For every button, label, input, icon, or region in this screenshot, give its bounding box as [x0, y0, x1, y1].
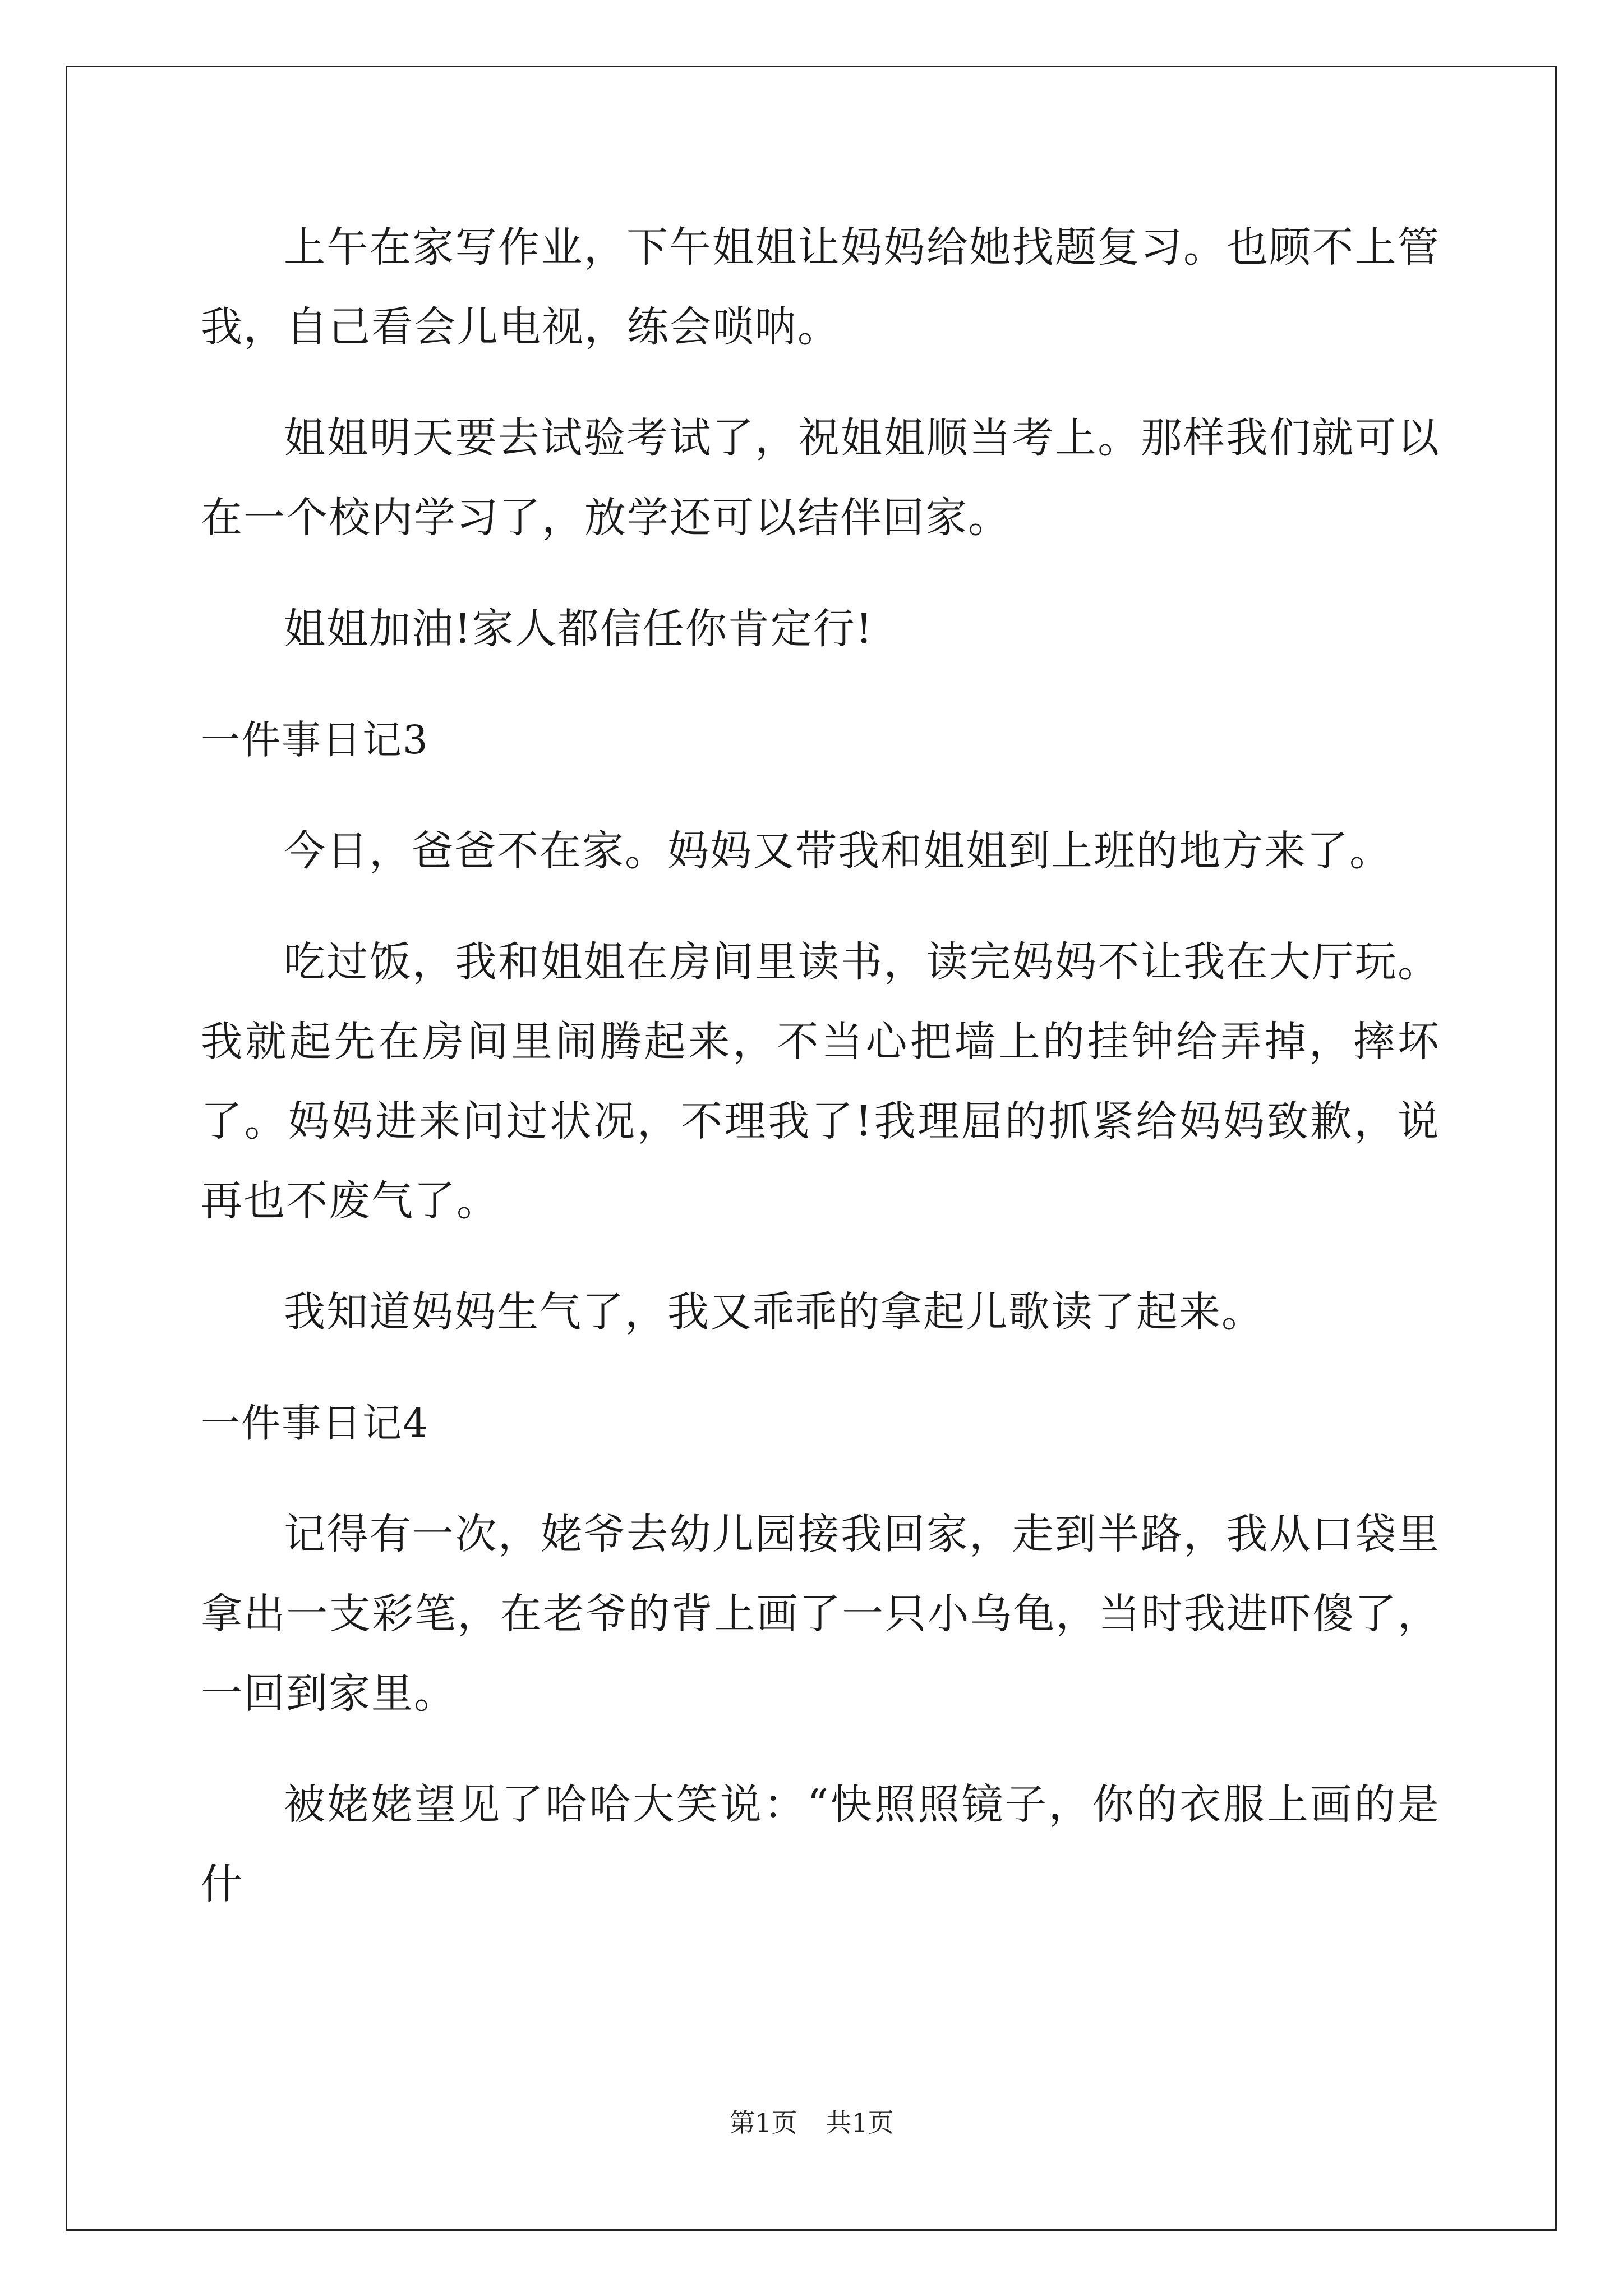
- page-number: 第1页: [729, 2108, 797, 2138]
- section-heading: 一件事日记4: [201, 1400, 429, 1446]
- paragraph: 姐姐明天要去试验考试了，祝姐姐顺当考上。那样我们就可以在一个校内学习了，放学还可以结伴回家。: [201, 414, 1440, 542]
- paragraph: 我知道妈妈生气了，我又乖乖的拿起儿歌读了起来。: [284, 1288, 1264, 1336]
- page-footer: [0, 2102, 1623, 2139]
- paragraph: 姐姐加油!家人都信任你肯定行!: [284, 605, 874, 653]
- paragraph: 今日，爸爸不在家。妈妈又带我和姐姐到上班的地方来了。: [284, 827, 1392, 875]
- section-heading: 一件事日记3: [201, 717, 429, 763]
- paragraph: 上午在家写作业，下午姐姐让妈妈给她找题复习。也顾不上管我，自己看会儿电视，练会唢呐。: [201, 223, 1440, 351]
- paragraph: 记得有一次，姥爷去幼儿园接我回家，走到半路，我从口袋里拿出一支彩笔，在老爷的背上画了一只小乌龟，当时我进吓傻了，一回到家里。: [201, 1510, 1440, 1718]
- paragraph: 吃过饭，我和姐姐在房间里读书，读完妈妈不让我在大厅玩。我就起先在房间里闹腾起来，不当心把墙上的挂钟给弄掉，摔坏了。妈妈进来问过状况，不理我了!我理屈的抓紧给妈妈致歉，说再也不废气了。: [201, 938, 1440, 1225]
- document-body: [201, 208, 1440, 1955]
- page-total: 共1页: [826, 2108, 894, 2138]
- paragraph: 被姥姥望见了哈哈大笑说：“快照照镜子，你的衣服上画的是什: [201, 1780, 1440, 1908]
